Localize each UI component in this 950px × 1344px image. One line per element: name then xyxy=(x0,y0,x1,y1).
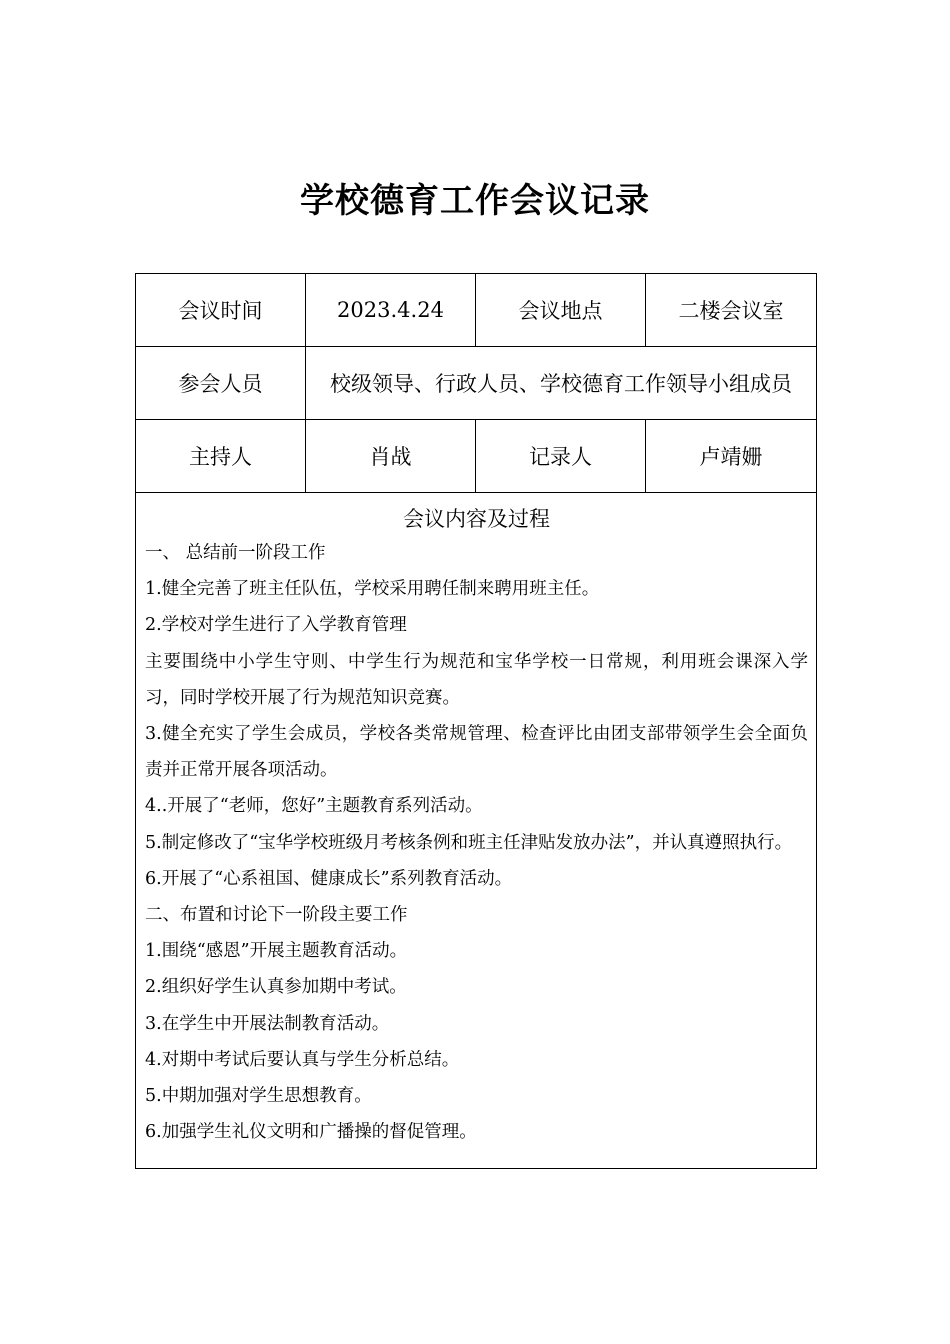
content-line: 6.开展了“心系祖国、健康成长”系列教育活动。 xyxy=(145,868,513,889)
table-row xyxy=(136,274,817,347)
meeting-record-table xyxy=(135,273,817,1169)
meeting-time-value: 2023.4.24 xyxy=(306,274,476,347)
content-line: 1.围绕“感恩”开展主题教育活动。 xyxy=(145,941,408,962)
meeting-time-label: 会议时间 xyxy=(136,274,306,347)
meeting-place-label: 会议地点 xyxy=(476,274,646,347)
content-line: 3.在学生中开展法制教育活动。 xyxy=(145,1013,390,1034)
attendees-label: 参会人员 xyxy=(136,347,306,420)
table-row xyxy=(136,420,817,493)
page-title: 学校德育工作会议记录 xyxy=(300,181,650,221)
host-label: 主持人 xyxy=(136,420,306,493)
host-value: 肖战 xyxy=(306,420,476,493)
content-line: 二、布置和讨论下一阶段主要工作 xyxy=(145,905,408,926)
content-line: 4..开展了“老师，您好”主题教育系列活动。 xyxy=(145,796,483,817)
content-line: 6.加强学生礼仪文明和广播操的督促管理。 xyxy=(145,1122,477,1143)
meeting-place-value: 二楼会议室 xyxy=(646,274,817,347)
meeting-content-cell xyxy=(136,493,817,1169)
content-line: 5.中期加强对学生思想教育。 xyxy=(145,1086,372,1107)
content-heading: 会议内容及过程 xyxy=(403,507,550,531)
table-row xyxy=(136,347,817,420)
content-line: 3.健全充实了学生会成员，学校各类常规管理、检查评比由团支部带领学生会全面负责并正常开展各项活动。 xyxy=(145,724,808,781)
content-line: 2.组织好学生认真参加期中考试。 xyxy=(145,977,407,998)
recorder-label: 记录人 xyxy=(476,420,646,493)
content-line: 5.制定修改了“宝华学校班级月考核条例和班主任津贴发放办法”，并认真遵照执行。 xyxy=(145,832,793,853)
attendees-value: 校级领导、行政人员、学校德育工作领导小组成员 xyxy=(306,347,817,420)
content-line: 1.健全完善了班主任队伍，学校采用聘任制来聘用班主任。 xyxy=(145,579,600,600)
content-line: 一、 总结前一阶段工作 xyxy=(145,543,326,563)
content-row xyxy=(136,493,817,1169)
content-line: 主要围绕中小学生守则、中学生行为规范和宝华学校一日常规，利用班会课深入学习，同时学校开展了行为规范知识竞赛。 xyxy=(145,651,808,708)
content-line: 2.学校对学生进行了入学教育管理 xyxy=(145,615,407,636)
content-line: 4.对期中考试后要认真与学生分析总结。 xyxy=(145,1049,460,1070)
recorder-value: 卢靖姗 xyxy=(646,420,817,493)
